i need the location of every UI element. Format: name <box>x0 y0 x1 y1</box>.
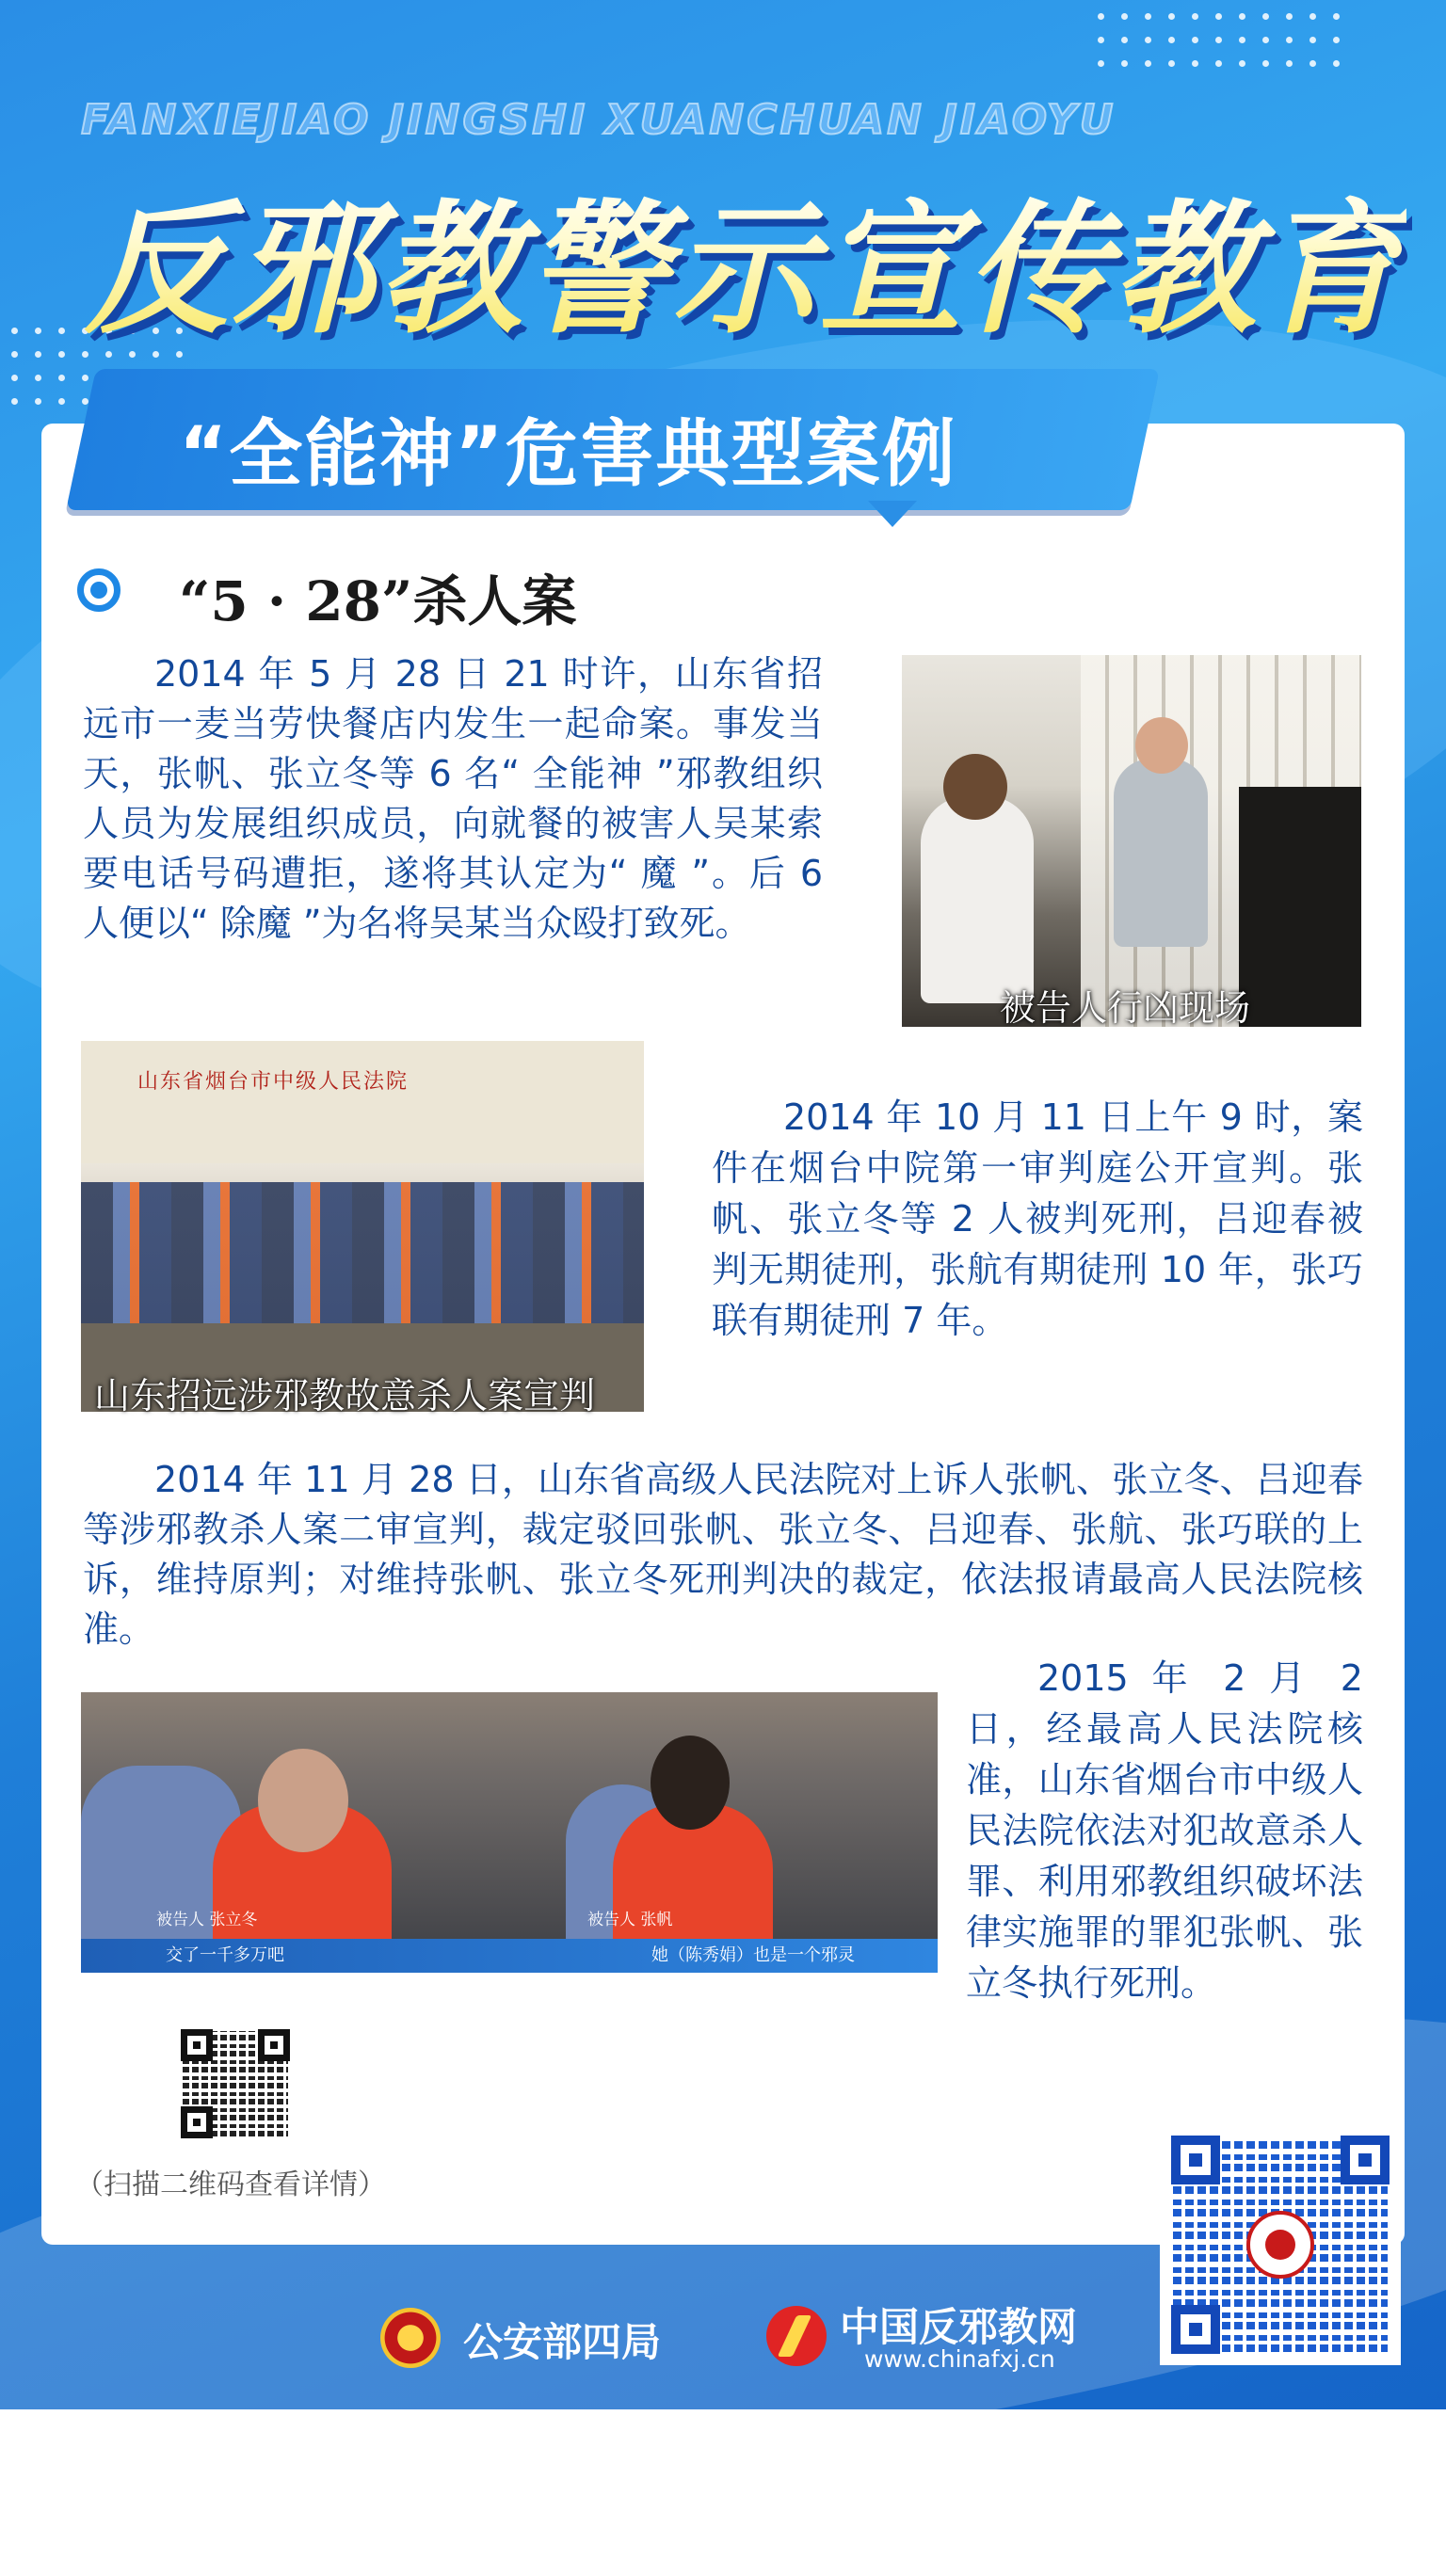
footer-organization: 公安部四局 <box>463 2319 662 2365</box>
case-title: “5 · 28”杀人案 <box>179 569 577 633</box>
defendant-tag-right: 被告人 张帆 <box>587 1911 673 1929</box>
defendant-quote-right: 她（陈秀娟）也是一个邪灵 <box>651 1945 855 1965</box>
footer-site-url[interactable]: www.chinafxj.cn <box>864 2345 1055 2373</box>
section-banner-title: “全能神”危害典型案例 <box>179 412 957 497</box>
court-sign: 山东省烟台市中级人民法院 <box>137 1070 410 1094</box>
photo-defendants <box>81 1692 938 1973</box>
case-paragraph-3: 2014 年 11 月 28 日，山东省高级人民法院对上诉人张帆、张立冬、吕迎春等涉邪教杀人案二审宣判，裁定驳回张帆、张立冬、吕迎春、张航、张巧联的上诉，维持原判；对维持张帆、张立冬死刑判决的裁定，依法报请最高人民法院核准。 <box>83 1459 1363 1650</box>
header-pinyin: FANXIEJIAO JINGSHI XUANCHUAN JIAOYU <box>81 96 1117 144</box>
footer-site-name[interactable]: 中国反邪教网 <box>840 2304 1078 2350</box>
qr-code-caption: （扫描二维码查看详情） <box>75 2168 386 2201</box>
dot-pattern-top-right <box>1098 13 1340 67</box>
qr-code-small[interactable] <box>177 2025 294 2142</box>
photo-crime-scene-caption: 被告人行凶现场 <box>1000 987 1251 1029</box>
banner-tail <box>868 501 917 527</box>
main-title: 反邪教警示宣传教育 <box>85 155 1406 360</box>
qr-seal-icon <box>1246 2211 1314 2279</box>
photo-court-verdict-caption: 山东招远涉邪教故意杀人案宣判 <box>94 1375 596 1416</box>
case-bullet-icon <box>77 568 120 612</box>
photo-crime-scene <box>902 655 1361 1027</box>
photo-court-verdict <box>81 1041 644 1412</box>
case-paragraph-2: 2014 年 10 月 11 日上午 9 时，案件在烟台中院第一审判庭公开宣判。张帆、张立冬等 2 人被判死刑，吕迎春被判无期徒刑，张航有期徒刑 10 年，张巧联有期徒刑 7 年。 <box>712 1096 1363 1341</box>
case-paragraph-4: 2015 年 2 月 2 日，经最高人民法院核准，山东省烟台市中级人民法院依法对犯故意杀人罪、利用邪教组织破坏法律实施罪的罪犯张帆、张立冬执行死刑。 <box>966 1657 1363 2004</box>
defendant-tag-left: 被告人 张立冬 <box>156 1911 258 1929</box>
police-badge-icon <box>380 2308 441 2368</box>
case-paragraph-1: 2014 年 5 月 28 日 21 时许，山东省招远市一麦当劳快餐店内发生一起命案。事发当天，张帆、张立冬等 6 名“ 全能神 ”邪教组织人员为发展组织成员，向就餐的被害人吴某索要电话号码遭拒，遂将其认定为“ 魔 ”。后 6 人便以“ 除魔 ”为名将吴某当众殴打致死。 <box>83 653 823 944</box>
qr-code-large[interactable] <box>1160 2124 1401 2365</box>
defendant-quote-left: 交了一千多万吧 <box>166 1945 284 1965</box>
site-logo-icon <box>766 2306 827 2366</box>
